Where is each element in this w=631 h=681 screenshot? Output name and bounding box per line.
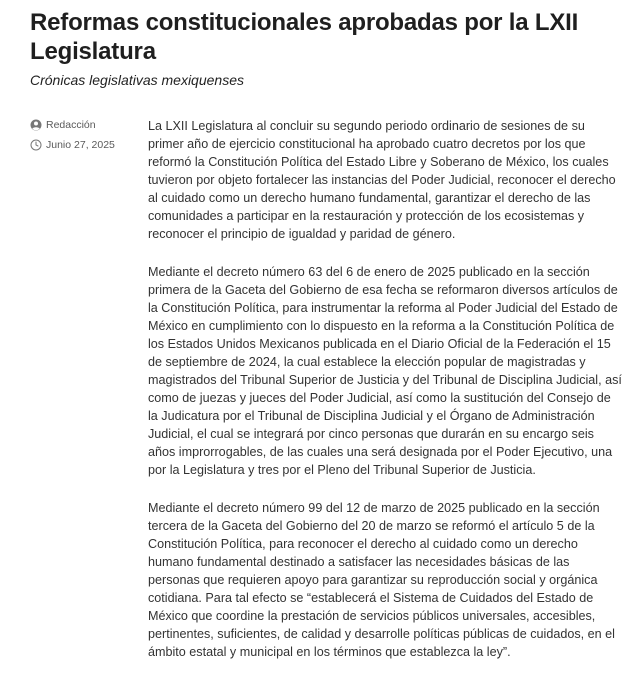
- publish-date: Junio 27, 2025: [46, 139, 115, 151]
- paragraph-2: Mediante el decreto número 63 del 6 de enero de 2025 publicado en la sección primera de la Gaceta del Gobierno de esa fecha se reformaron diversos artículos de la Constitución Política, para instrumentar la reforma al Poder Judicial del Estado de México en cumplimiento con lo dispuesto en la reforma a la Constitución Política de los Estados Unidos Mexicanos publicada en el Diario Oficial de la Federación el 15 de septiembre de 2024, la cual establece la elección popular de magistradas y magistrados del Tribunal Superior de Justicia y del Tribunal de Disciplina Judicial, así como de juezas y jueces del Poder Judicial, así como la sustitución del Consejo de la Judicatura por el Tribunal de Disciplina Judicial y el Órgano de Administración Judicial, el cual se integrará por cinco personas que durarán en su encargo seis años improrrogables, de las cuales una será designada por el Poder Ejecutivo, una por la Legislatura y tres por el Pleno del Tribunal Superior de Justicia.: [148, 265, 622, 477]
- date-row: [30, 137, 140, 153]
- article-subtitle: Crónicas legislativas mexiquenses: [30, 72, 244, 88]
- article-meta: [30, 117, 140, 157]
- author-row: [30, 117, 140, 133]
- author-name: Redacción: [46, 119, 96, 131]
- article-body: [148, 117, 624, 681]
- user-circle-icon: [30, 119, 42, 131]
- article-title: Reformas constitucionales aprobadas por la LXII Legislatura: [30, 9, 579, 65]
- clock-icon: [30, 139, 42, 151]
- paragraph-1: La LXII Legislatura al concluir su segundo periodo ordinario de sesiones de su primer año de ejercicio constitucional ha aprobado cuatro decretos por los que reformó la Constitución Política del Estado Libre y Soberano de México, los cuales tuvieron por objeto fortalecer las instancias del Poder Judicial, reconocer el derecho al cuidado como un derecho humano fundamental, garantizar el derecho de las comunidades a participar en la restauración y protección de los ecosistemas y reconocer el principio de igualdad y paridad de género.: [148, 119, 616, 241]
- paragraph-3: Mediante el decreto número 99 del 12 de marzo de 2025 publicado en la sección tercera de la Gaceta del Gobierno del 20 de marzo se reformó el artículo 5 de la Constitución Política, para reconocer el derecho al cuidado como un derecho humano fundamental destinado a satisfacer las necesidades básicas de las personas que requieren apoyo para garantizar su reproducción social y orgánica cotidiana. Para tal efecto se “establecerá el Sistema de Cuidados del Estado de México que coordine la prestación de servicios públicos universales, accesibles, pertinentes, suficientes, de calidad y desarrolle políticas públicas de cuidados, en el ámbito estatal y municipal en los términos que establezca la ley”.: [148, 501, 615, 659]
